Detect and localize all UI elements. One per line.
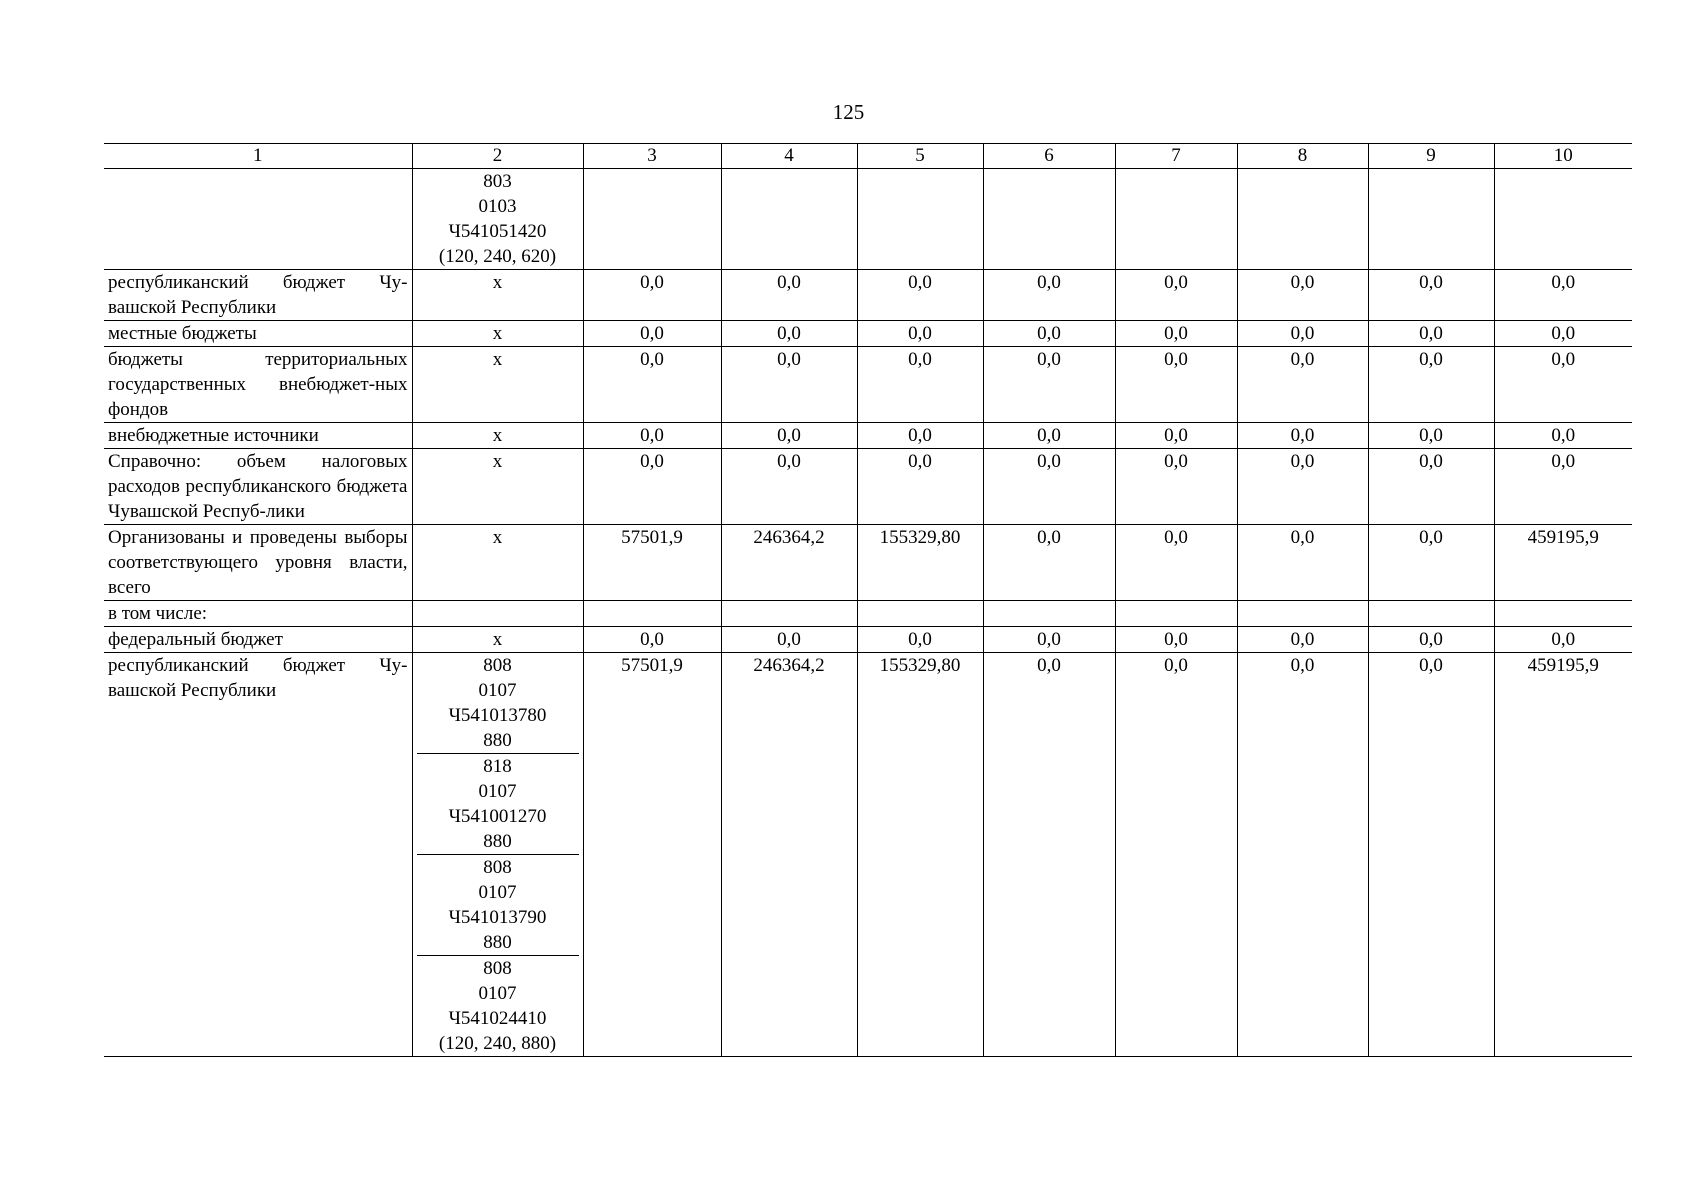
budget-code-line: 0107 [478, 781, 517, 802]
table-row [104, 321, 1632, 347]
value-cell: 0,0 [857, 270, 983, 321]
value-cell: 0,0 [1237, 423, 1368, 449]
value-cell: 0,0 [1494, 347, 1632, 423]
value-cell: 0,0 [583, 321, 721, 347]
value-cell: 0,0 [983, 270, 1115, 321]
value-cell: 0,0 [721, 347, 857, 423]
value-cell: 0,0 [1237, 321, 1368, 347]
value-cell: 0,0 [857, 449, 983, 525]
budget-code-cell [412, 321, 583, 347]
table-row [104, 347, 1632, 423]
budget-code-line: Ч541001270 [448, 806, 547, 827]
value-cell: 155329,80 [857, 653, 983, 1057]
table-body [104, 144, 1632, 1057]
value-cell: 459195,9 [1494, 525, 1632, 601]
value-cell: 0,0 [583, 270, 721, 321]
budget-code-line: (120, 240, 880) [438, 1033, 557, 1054]
table-row [104, 653, 1632, 1057]
value-cell: 0,0 [583, 423, 721, 449]
value-cell: 0,0 [1368, 627, 1494, 653]
column-header: 9 [1368, 144, 1494, 169]
budget-code-block [417, 653, 579, 754]
budget-code-line: x [492, 272, 503, 293]
page-number: 125 [832, 100, 865, 124]
budget-code-line: 0107 [478, 882, 517, 903]
row-description: Справочно: объем налоговых расходов республиканского бюджета Чувашской Респуб-лики [104, 449, 412, 525]
budget-code-block [417, 855, 579, 956]
value-cell: 0,0 [983, 627, 1115, 653]
table-row [104, 423, 1632, 449]
row-description: Организованы и проведены выборы соответствующего уровня власти, всего [104, 525, 412, 601]
value-cell: 0,0 [1237, 653, 1368, 1057]
value-cell [1368, 169, 1494, 270]
budget-code-line: 880 [483, 730, 512, 751]
table-row [104, 627, 1632, 653]
budget-code-line: Ч541024410 [448, 1008, 547, 1029]
budget-code-line: 818 [483, 756, 512, 777]
row-description: в том числе: [104, 601, 412, 627]
budget-code-line: x [492, 527, 503, 548]
value-cell: 0,0 [1494, 449, 1632, 525]
value-cell: 0,0 [1115, 347, 1237, 423]
value-cell: 246364,2 [721, 525, 857, 601]
budget-code-line: 880 [483, 831, 512, 852]
row-description: республиканский бюджет Чу-вашской Республики [104, 653, 412, 1057]
value-cell: 57501,9 [583, 653, 721, 1057]
budget-code-line: 0103 [478, 196, 517, 217]
column-header: 7 [1115, 144, 1237, 169]
value-cell: 0,0 [1368, 423, 1494, 449]
value-cell [1368, 601, 1494, 627]
value-cell: 0,0 [1494, 627, 1632, 653]
value-cell: 0,0 [721, 423, 857, 449]
value-cell: 0,0 [857, 347, 983, 423]
budget-code-cell [412, 653, 583, 1057]
column-header: 4 [721, 144, 857, 169]
value-cell: 0,0 [1115, 653, 1237, 1057]
value-cell: 0,0 [1115, 525, 1237, 601]
value-cell: 0,0 [1494, 270, 1632, 321]
column-header: 3 [583, 144, 721, 169]
value-cell [1494, 169, 1632, 270]
budget-code-line: 808 [483, 655, 512, 676]
value-cell: 0,0 [983, 423, 1115, 449]
budget-code-cell [412, 347, 583, 423]
value-cell: 0,0 [857, 423, 983, 449]
value-cell: 0,0 [583, 347, 721, 423]
value-cell: 0,0 [1237, 525, 1368, 601]
value-cell: 0,0 [1237, 270, 1368, 321]
value-cell: 0,0 [857, 627, 983, 653]
column-header: 5 [857, 144, 983, 169]
value-cell: 0,0 [1115, 270, 1237, 321]
value-cell: 0,0 [983, 449, 1115, 525]
value-cell [1115, 601, 1237, 627]
budget-table [104, 143, 1632, 1057]
column-header: 2 [412, 144, 583, 169]
value-cell: 0,0 [1237, 627, 1368, 653]
budget-code-line: 803 [483, 171, 512, 192]
value-cell [721, 169, 857, 270]
table-row [104, 169, 1632, 270]
value-cell [1115, 169, 1237, 270]
budget-code-line: Ч541013780 [448, 705, 547, 726]
budget-code-cell [412, 423, 583, 449]
budget-code-line: x [492, 629, 503, 650]
table-row [104, 601, 1632, 627]
value-cell: 0,0 [1237, 347, 1368, 423]
value-cell: 459195,9 [1494, 653, 1632, 1057]
budget-code-cell [412, 601, 583, 627]
value-cell [983, 169, 1115, 270]
budget-code-line: x [492, 323, 503, 344]
value-cell [583, 169, 721, 270]
row-description: республиканский бюджет Чу-вашской Республики [104, 270, 412, 321]
value-cell: 0,0 [1368, 347, 1494, 423]
value-cell: 0,0 [721, 627, 857, 653]
column-header: 6 [983, 144, 1115, 169]
budget-code-cell [412, 449, 583, 525]
value-cell [983, 601, 1115, 627]
column-header: 1 [104, 144, 412, 169]
value-cell: 0,0 [1237, 449, 1368, 525]
value-cell: 0,0 [983, 653, 1115, 1057]
row-description: бюджеты территориальных государственных внебюджет-ных фондов [104, 347, 412, 423]
value-cell: 0,0 [1115, 449, 1237, 525]
budget-code-line: 0107 [478, 680, 517, 701]
value-cell [1494, 601, 1632, 627]
row-description: внебюджетные источники [104, 423, 412, 449]
value-cell: 0,0 [1494, 321, 1632, 347]
budget-code-cell [412, 270, 583, 321]
value-cell [1237, 601, 1368, 627]
table-row [104, 525, 1632, 601]
value-cell: 0,0 [1368, 321, 1494, 347]
value-cell: 0,0 [1115, 321, 1237, 347]
value-cell: 155329,80 [857, 525, 983, 601]
budget-code-line: (120, 240, 620) [438, 246, 557, 267]
value-cell: 246364,2 [721, 653, 857, 1057]
value-cell: 0,0 [721, 449, 857, 525]
value-cell: 0,0 [1115, 627, 1237, 653]
value-cell: 0,0 [1494, 423, 1632, 449]
value-cell [583, 601, 721, 627]
value-cell: 0,0 [857, 321, 983, 347]
budget-code-cell [412, 525, 583, 601]
value-cell [721, 601, 857, 627]
table-row [104, 270, 1632, 321]
row-description: федеральный бюджет [104, 627, 412, 653]
budget-code-line: Ч541051420 [448, 221, 547, 242]
value-cell: 0,0 [1368, 525, 1494, 601]
row-description: местные бюджеты [104, 321, 412, 347]
table-row [104, 449, 1632, 525]
budget-code-line: 0107 [478, 983, 517, 1004]
budget-code-block [417, 956, 579, 1056]
value-cell: 0,0 [1368, 270, 1494, 321]
budget-code-line: 808 [483, 958, 512, 979]
budget-code-line: 880 [483, 932, 512, 953]
value-cell: 0,0 [983, 347, 1115, 423]
value-cell: 0,0 [583, 449, 721, 525]
header-row [104, 144, 1632, 169]
budget-code-cell [412, 169, 583, 270]
value-cell: 0,0 [1368, 653, 1494, 1057]
budget-code-line: 808 [483, 857, 512, 878]
value-cell [857, 601, 983, 627]
value-cell: 0,0 [983, 321, 1115, 347]
budget-code-cell [412, 627, 583, 653]
value-cell [1237, 169, 1368, 270]
value-cell: 0,0 [1115, 423, 1237, 449]
budget-code-line: x [492, 349, 503, 370]
column-header: 10 [1494, 144, 1632, 169]
budget-code-block [417, 754, 579, 855]
value-cell: 0,0 [721, 321, 857, 347]
value-cell: 0,0 [721, 270, 857, 321]
value-cell [857, 169, 983, 270]
budget-code-line: x [492, 451, 503, 472]
value-cell: 0,0 [983, 525, 1115, 601]
budget-code-line: Ч541013790 [448, 907, 547, 928]
value-cell: 0,0 [1368, 449, 1494, 525]
row-description [104, 169, 412, 270]
budget-code-line: x [492, 425, 503, 446]
column-header: 8 [1237, 144, 1368, 169]
value-cell: 57501,9 [583, 525, 721, 601]
value-cell: 0,0 [583, 627, 721, 653]
